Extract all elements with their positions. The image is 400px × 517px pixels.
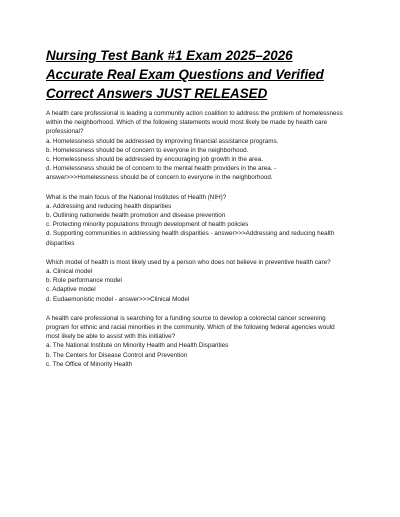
question-4 [46, 314, 348, 369]
question-1 [46, 109, 348, 183]
option-b: b. Homelessness should be of concern to everyone in the neighborhood. [46, 146, 249, 154]
question-2 [46, 193, 348, 248]
option-b: b. Outlining nationwide health promotion and disease prevention [46, 212, 226, 220]
option-c: c. Homelessness should be addressed by encouraging job growth in the area. [46, 156, 264, 164]
option-c: c. Adaptive model [46, 286, 96, 294]
option-d: d. Eudaemonistic model - answer>>>Clinical Model [46, 295, 190, 303]
answer-options [46, 341, 348, 369]
option-b: b. Role performance model [46, 277, 122, 285]
question-text: A health care professional is searching for a funding source to develop a colorectal cancer screening program for ethnic and racial minorities in the community. Which of the following federal agencies would most likely be able to assist with this initiative? [46, 314, 335, 341]
option-c: c. Protecting minority populations through development of health policies [46, 221, 249, 229]
answer-options [46, 137, 348, 183]
question-text: Which model of health is most likely used by a person who does not believe in preventive health care? [46, 258, 331, 266]
question-3 [46, 258, 348, 304]
option-d: d. Supporting communities in addressing health disparities - answer>>>Addressing and reducing health disparities [46, 230, 335, 247]
option-c: c. The Office of Minority Health [46, 360, 133, 368]
option-a: a. The National Institute on Minority Health and Health Disparities [46, 342, 229, 350]
option-a: a. Clinical model [46, 268, 93, 276]
option-a: a. Homelessness should be addressed by improving financial assistance programs. [46, 137, 279, 145]
option-b: b. The Centers for Disease Control and Prevention [46, 351, 188, 359]
question-text: What is the main focus of the National Institutes of Health (NIH)? [46, 193, 227, 201]
answer-options [46, 202, 348, 248]
question-text: A health care professional is leading a community action coalition to address the problem of homelessness within the neighborhood. Which of the following statements would most likely be made by health care professional? [46, 110, 343, 136]
option-a: a. Addressing and reducing health disparities [46, 202, 172, 210]
document-title: Nursing Test Bank #1 Exam 2025–2026 Accurate Real Exam Questions and Verified Correct Answers JUST RELEASED [46, 48, 324, 101]
option-d: d. Homelessness should be of concern to the mental health providers in the area. - answer>>>Homelessness should be of concern to everyone in the neighborhood. [46, 165, 277, 182]
answer-options [46, 267, 348, 304]
